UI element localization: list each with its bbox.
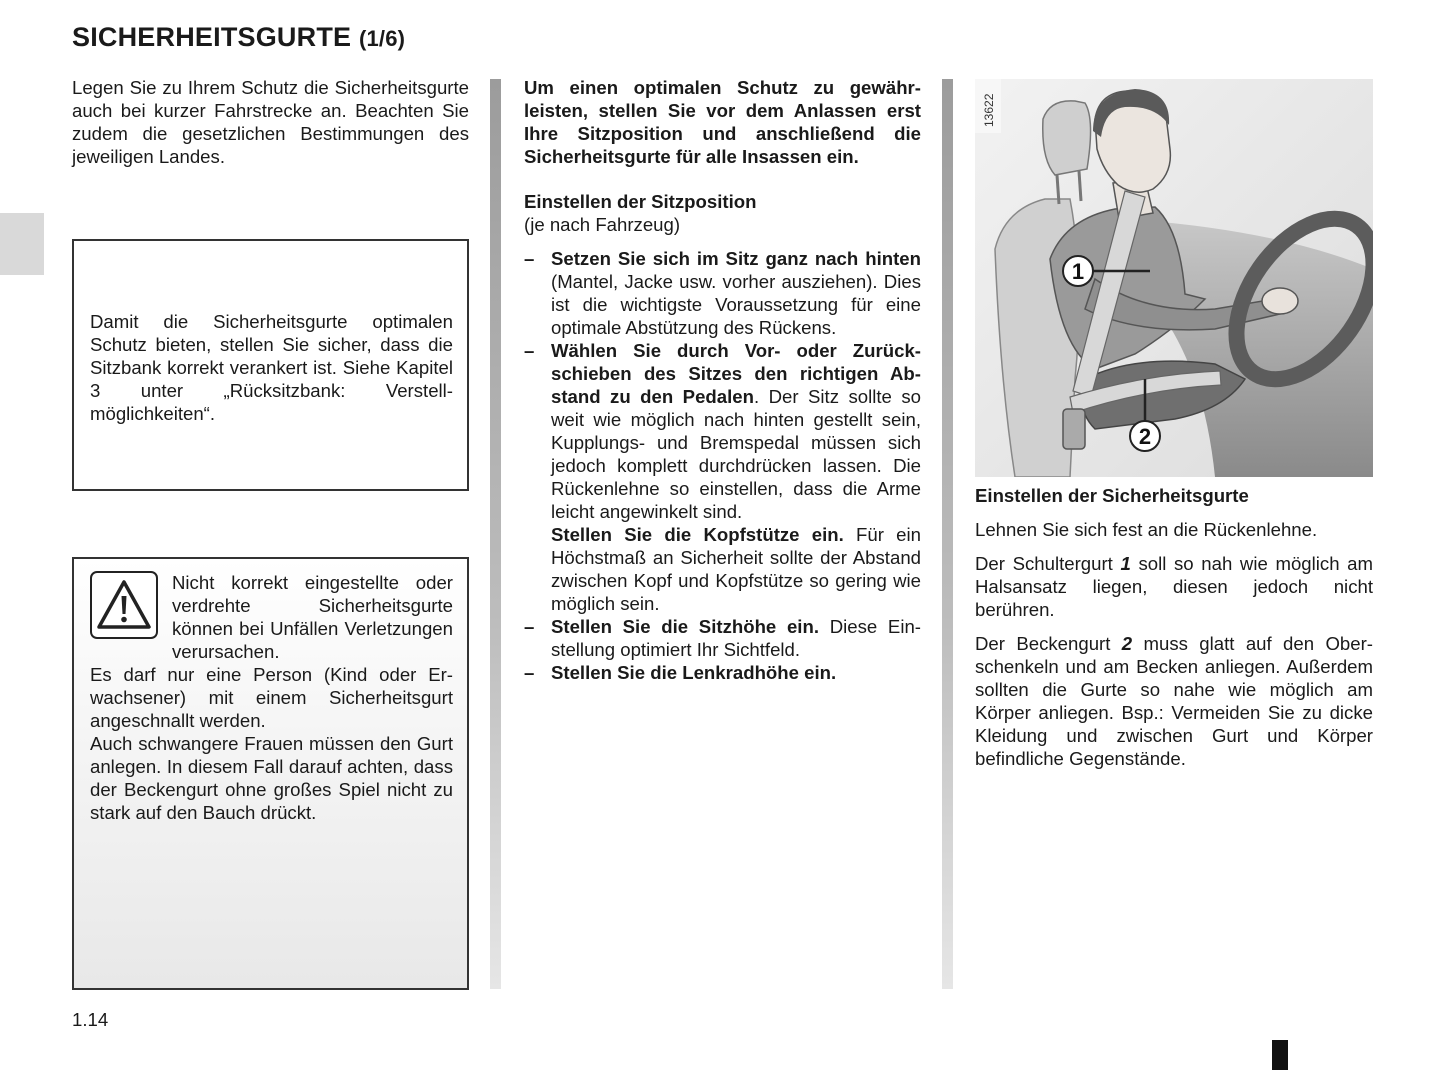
list-dash: – xyxy=(524,248,535,269)
text-span: Der Beckengurt xyxy=(975,633,1122,654)
belt-adjustment-heading: Einstellen der Sicherheitsgurte xyxy=(975,485,1249,506)
seat-adjustment-list-2 xyxy=(524,615,921,684)
page-number: 1.14 xyxy=(72,1009,109,1030)
belt-paragraph-1: Lehnen Sie sich fest an die Rückenlehne. xyxy=(975,519,1318,540)
belt-buckle xyxy=(1063,409,1085,449)
item-bold-text: Stellen Sie die Sitzhöhe ein. xyxy=(551,616,819,637)
list-dash: – xyxy=(524,616,535,637)
text-span: muss glatt auf den Oberschenkeln und am Becken anliegen. Außerdem sollten die Gurte so nahe wie möglich am Körper anliegen. Bsp.: Vermeiden Sie zu dicke Kleidung und zwischen Gurt und Körper befindliche Gegenstände. xyxy=(975,633,1373,769)
column-separator-2 xyxy=(942,79,953,989)
list-item xyxy=(524,661,921,684)
title-part-indicator: (1/6) xyxy=(358,26,406,51)
page-title xyxy=(72,22,405,53)
belt-adjustment-column xyxy=(975,484,1373,781)
label-1: 1 xyxy=(1071,259,1085,284)
headrest-bold-text: Stellen Sie die Kopfstütze ein. xyxy=(551,524,844,545)
text-span: soll so nah wie möglich am Halsansatz liegen, diesen jedoch nicht berühren. xyxy=(975,553,1373,620)
title-text: SICHERHEITSGURTE xyxy=(72,22,352,52)
warning-text-3: Auch schwangere Frauen müssen den Gurt anlegen. In diesem Fall darauf achten, dass der Beckengurt ohne großes Spiel nicht zu stark auf den Bauch drückt. xyxy=(90,733,453,823)
lead-paragraph: Um einen optimalen Schutz zu gewährleisten, stellen Sie vor dem Anlassen erst Ihre Sitzposition und anschließend die Sicherheitsgurte für alle Insassen ein. xyxy=(524,77,921,167)
item-text: (Mantel, Jacke usw. vorher ausziehen). Dies ist die wichtigste Voraussetzung für eine optimale Abstützung des Rückens. xyxy=(551,271,921,338)
headrest-text: Für ein Höchstmaß an Sicherheit sollte der Abstand zwischen Kopf und Kopfstütze so gering wie möglich sein. xyxy=(551,524,921,614)
belt-paragraph-3 xyxy=(975,632,1373,770)
item-text: . Der Sitz sollte so weit wie möglich nach hinten gestellt sein, Kupplungs- und Bremspedal müssen sich jedoch komplett durchdrücken lassen. Die Rückenlehne so einstellen, dass die Arme leicht angewinkelt sind. xyxy=(551,386,921,522)
list-dash: – xyxy=(524,662,535,683)
driver-seatbelt-drawing xyxy=(975,79,1373,477)
seat-adjustment-list xyxy=(524,247,921,523)
ref-number-2: 2 xyxy=(1121,633,1133,654)
list-dash: – xyxy=(524,340,535,361)
page-edge-marker xyxy=(1272,1040,1288,1070)
ref-number-1: 1 xyxy=(1120,553,1131,574)
seat-adjustment-column xyxy=(524,76,921,684)
chapter-side-tab xyxy=(0,213,44,275)
item-bold-text: Wählen Sie durch Vor- oder Zurückschieben des Sitzes den richtigen Abstand zu den Pedalen xyxy=(551,340,921,407)
headrest xyxy=(1043,101,1091,175)
text-span: Der Schultergurt xyxy=(975,553,1121,574)
warning-text-1: Nicht korrekt eingestellte oder verdrehte Sicherheitsgurte können bei Unfällen Verletzungen verursachen. xyxy=(172,572,453,662)
item-bold-text: Setzen Sie sich im Sitz ganz nach hinten xyxy=(551,248,921,269)
seat-position-note: (je nach Fahrzeug) xyxy=(524,214,681,235)
column-separator-1 xyxy=(490,79,501,989)
intro-paragraph xyxy=(72,76,469,168)
seat-position-heading: Einstellen der Sitzposition xyxy=(524,191,757,212)
intro-text: Legen Sie zu Ihrem Schutz die Sicherheitsgurte auch bei kurzer Fahrstrecke an. Beachten Sie zudem die gesetzlichen Bestimmungen des jeweiligen Landes. xyxy=(72,77,469,167)
illustration-ref-number: 13622 xyxy=(982,93,996,127)
item-text: Diese Einstellung optimiert Ihr Sichtfeld. xyxy=(551,616,921,660)
warning-text-2: Es darf nur eine Person (Kind oder Erwachsener) mit einem Sicherheitsgurt angeschnallt werden. xyxy=(90,664,453,731)
warning-triangle-icon xyxy=(90,571,158,639)
note-box xyxy=(72,239,469,491)
seatbelt-illustration xyxy=(975,79,1373,477)
label-2: 2 xyxy=(1138,424,1152,449)
belt-paragraph-2 xyxy=(975,552,1373,621)
warning-box xyxy=(72,557,469,990)
list-item xyxy=(524,339,921,523)
note-box-text: Damit die Sicherheitsgurte optimalen Schutz bieten, stellen Sie sicher, dass die Sitzbank korrekt verankert ist. Siehe Kapitel 3 unter „Rücksitzbank: Verstellmöglichkeiten“. xyxy=(90,311,453,424)
list-item xyxy=(524,615,921,661)
list-item xyxy=(524,247,921,339)
hand xyxy=(1262,288,1298,314)
headrest-paragraph xyxy=(524,523,921,615)
item-bold-text: Stellen Sie die Lenkradhöhe ein. xyxy=(551,662,837,683)
